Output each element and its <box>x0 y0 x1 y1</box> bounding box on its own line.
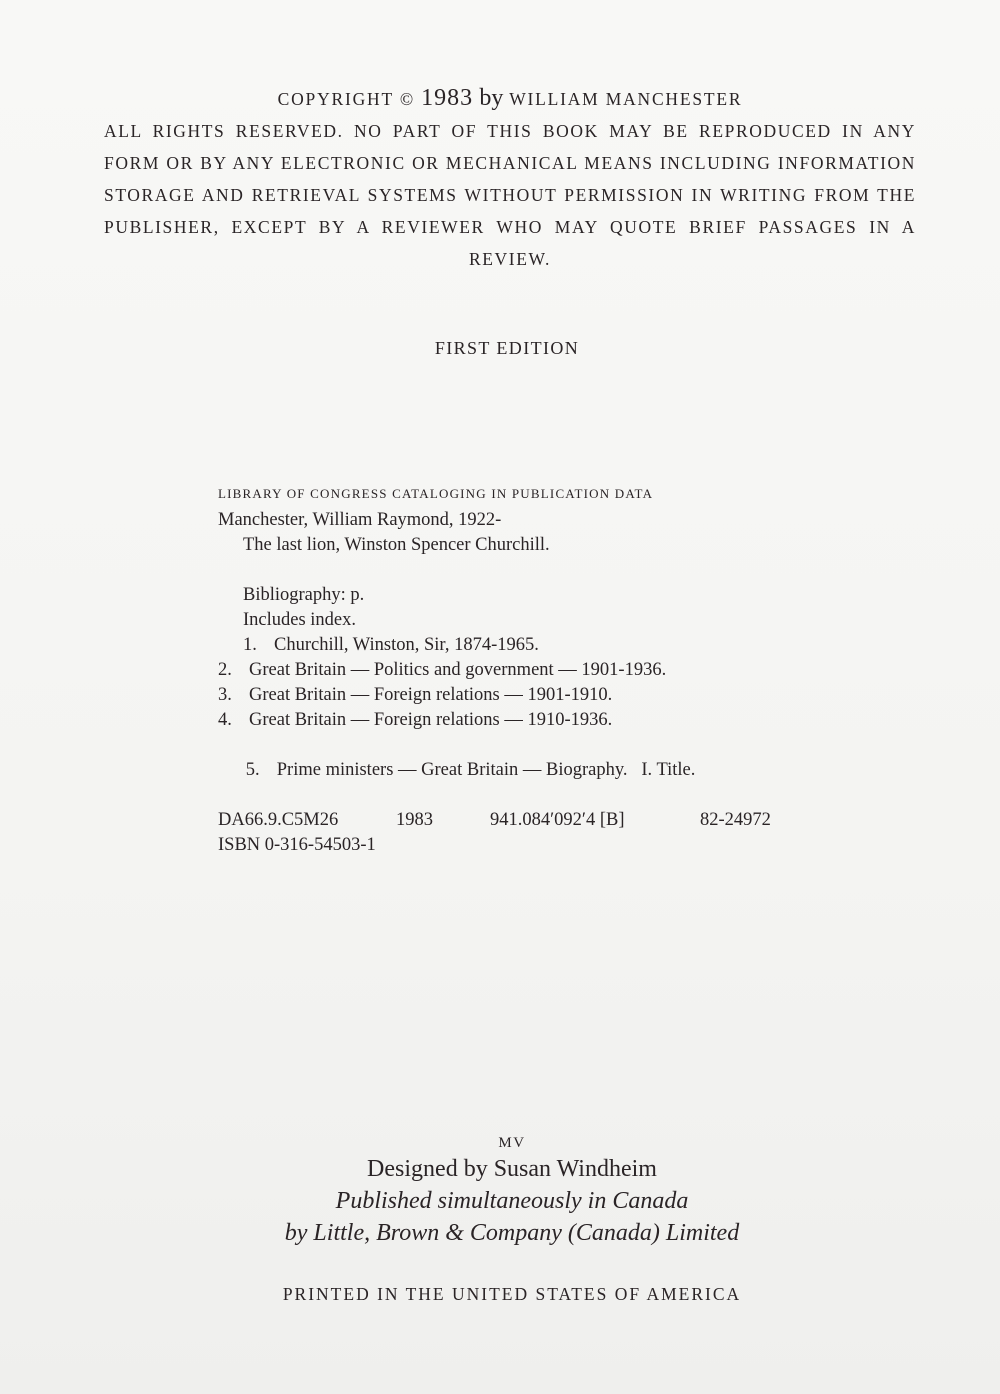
cip-data-block <box>218 484 818 858</box>
cip-subject-item <box>218 658 818 683</box>
cip-subject-text: Great Britain — Foreign relations — 1901-1910. <box>249 685 613 705</box>
copyright-author: WILLIAM MANCHESTER <box>509 89 743 109</box>
cip-spacer <box>218 558 818 583</box>
printer-code: MV <box>498 1135 526 1151</box>
cip-subject-number: 3. <box>218 685 232 705</box>
printed-in-label: PRINTED IN THE UNITED STATES OF AMERICA <box>282 1284 742 1304</box>
cip-subject-number: 5. <box>245 760 260 780</box>
cip-title-line: The last lion, Winston Spencer Churchill. <box>243 535 550 555</box>
cip-header: LIBRARY OF CONGRESS CATALOGING IN PUBLICATION DATA <box>218 486 654 501</box>
cip-bibliography: Bibliography: p. <box>243 585 365 605</box>
cip-subject-number: 2. <box>218 660 232 680</box>
cip-classification-line <box>218 808 818 833</box>
cip-subject-item <box>218 633 818 658</box>
credits-block <box>0 1132 1000 1249</box>
copyright-year: 1983 <box>421 85 474 111</box>
cip-subject-item <box>218 733 818 808</box>
rights-statement: ALL RIGHTS RESERVED. NO PART OF THIS BOOK MAY BE REPRODUCED IN ANY FORM OR BY ANY ELECTRONIC OR MECHANICAL MEANS INCLUDING INFORMATION STORAGE AND RETRIEVAL SYSTEMS WITHOUT PERMISSION IN WRITING FROM THE PUBLISHER, EXCEPT BY A REVIEWER WHO MAY QUOTE BRIEF PASSAGES IN A REVIEW. <box>104 121 916 269</box>
cip-index-note: Includes index. <box>243 610 357 630</box>
edition-label: FIRST EDITION <box>434 338 580 358</box>
cip-subject-text: Great Britain — Foreign relations — 1910-1936. <box>249 710 613 730</box>
cip-dewey-number: 941.084′092′4 [B] <box>490 810 625 830</box>
copyright-by: by <box>479 85 504 111</box>
cip-subject-number: 1. <box>243 635 257 655</box>
canada-publisher-line: by Little, Brown & Company (Canada) Limited <box>284 1220 740 1246</box>
cip-subject-text: Prime ministers — Great Britain — Biography. I. Title. <box>276 760 696 780</box>
copyright-prefix: COPYRIGHT © <box>277 89 415 109</box>
designer-credit: Designed by Susan Windheim <box>367 1156 657 1182</box>
copyright-block <box>100 82 920 275</box>
cip-subject-item <box>218 683 818 708</box>
cip-call-number: DA66.9.C5M26 <box>218 810 339 830</box>
cip-subject-item <box>218 708 818 733</box>
canada-publication-line: Published simultaneously in Canada <box>335 1188 689 1214</box>
cip-subject-text: Churchill, Winston, Sir, 1874-1965. <box>274 635 539 655</box>
cip-isbn: ISBN 0-316-54503-1 <box>218 835 376 855</box>
cip-call-year: 1983 <box>396 810 433 830</box>
cip-subject-number: 4. <box>218 710 232 730</box>
cip-subject-text: Great Britain — Politics and government — 1901-1936. <box>249 660 667 680</box>
cip-lccn: 82-24972 <box>700 810 771 830</box>
copyright-line <box>100 82 920 115</box>
cip-author-line: Manchester, William Raymond, 1922- <box>218 510 502 530</box>
